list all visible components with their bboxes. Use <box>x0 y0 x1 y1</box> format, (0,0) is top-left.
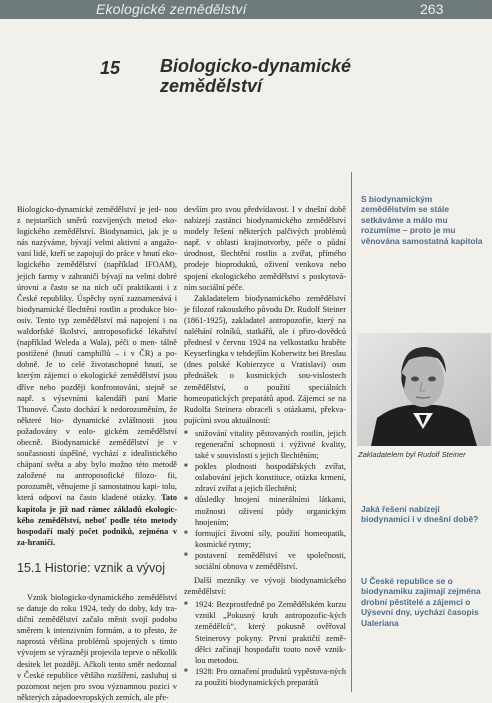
section-heading: 15.1 Historie: vznik a vývoj <box>17 561 165 575</box>
list-item: ■ pokles plodnosti hospodářských zvířat, oslabování jejich konstituce, otázka krmení, zdraví zvířat a jejich šlechtění; <box>184 461 346 494</box>
intro-column <box>17 204 177 548</box>
margin-note-2: Jaká řešení nabízejí biodynamici i v dnešní době? <box>361 504 479 525</box>
list-item: ■ důsledky hnojení minerálními látkami, možnosti oživení půdy organickým hnojením; <box>184 494 346 527</box>
list-item: ■ 1924: Bezprostředně po Zemědělském kurzu vznikl „Pokusný kruh antropozofic-kých zemědělců“, který pokusně ověřoval Steinerovy pokyny. První praktičtí země-dělci začínají hospodařit touto nově vznik-lou metodou. <box>184 599 346 666</box>
questions-list <box>184 428 346 572</box>
margin-note-1: S biodynamickým zemědělstvím se stále setkáváme a málo mu rozumíme – proto je mu věnována samostatná kapitola <box>361 194 483 246</box>
list-item: ■ 1928: Pro označení produktů vypěstova-ných za použití biodynamických preparátů <box>184 666 346 688</box>
intro-paragraph <box>17 204 177 548</box>
intro-bold-text: Tato kapitola je již nad rámec základů ekologic-kého zemědělství, neboť podle této metody hospodaří malý počet podniků, zejména v za-hraničí. <box>17 493 177 547</box>
page-number: 263 <box>420 1 444 17</box>
history-column <box>17 592 177 703</box>
running-header <box>0 0 492 19</box>
portrait-image <box>357 333 491 446</box>
chapter-title: Biologicko-dynamické zemědělství <box>160 56 352 96</box>
body-column-2 <box>184 204 346 691</box>
para-3: Další mezníky ve vývoji biodynamického zemědělství: <box>184 576 346 597</box>
para-2: Zakladatelem biodynamického zemědělství je filozof rakouského původu Dr. Rudolf Steiner (1861-1925), zakladatel antropozofie, který na naléhání rolníků, statkářů, ale i přiro-dovědců přednesl v červnu 1924 na velkostatku hraběte Keyserlingka v tehdejším Koberwitz bei Breslau (dnes polské Kobierzyce u Vratislavi) osm přednášek o kosmických sou-vislostech zemědělství, o použití speciálních homeopatických preparátů apod. Zájemci se na Rudolfa Steinera obraceli s otázkami, překva-pujícími svou aktuálností: <box>184 293 346 425</box>
intro-lines: Biologicko-dynamické zemědělství je jed- nou z nejstarších směrů rozvíjených metod eko- logického zemědělství. Biodynamici, jak je u nás nazýváme, bývají velmi aktivní a angažo- vaní lidé, kteří se zapojují do práce v hnutí eko- logického zemědělství (například IFOAM), jejich farmy v zahraničí bývají na velmi dobré úrovni a často se na nich učí praktikanti i z České republiky. Úspěchy nyní zaznamenává i biodynamické šlechtění rostlin a produkce bio- osiv. Tento typ zemědělství má napojení i na waldorfské školství, antroposofické lékařství (například Weleda a Wala), péči o men- tálně postižené (hnutí camphillů – i v ČR) a po- dobně. Je to celé životaschopné hnutí, se kterým zájemci o ekologické zemědělství jsou dříve nebo později konfrontováni, stejně se např. s výsevními kalendáři paní Marie Thunové. Často dochází k nedorozuměním, že některé bio- dynamické zvláštnosti jsou požadovány v eolo- gickém zemědělství obecně. Biodynamické zemědělství je v současnosti úspěšné, vychází z idealistického chápaní světa a aby bylo možno této metodě založené na antroposofické filozo- fii, porozumět, věnujeme jí samostatnou kapi- tolu, která odpoví na často kladené otázky. <box>17 205 177 503</box>
portrait-photo <box>357 333 491 446</box>
history-paragraph: Vznik biologicko-dynamického zemědělství se datuje do roku 1924, tedy do doby, kdy tra-diční zemědělství začalo měnit svojí podobu směrem k intenzivním formám, a to přesto, že naprostá většina problémů spojených s tímto vývojem se výrazněji projevila teprve o několik desítek let později. Ačkoli tento směr nedoznal v České republice většího rozšíření, zasluhuj si pozornost nejen pro svou významnou pozici v některých západoevropských zemích, ale pře- <box>17 593 177 702</box>
margin-note-3: U České republice se o biodynamiku zajímají zejména drobní pěstitelé a zájemci o Uýsevní dny, uychází časopis Ualeriana <box>361 576 481 628</box>
running-header-title: Ekologické zemědělství <box>96 1 247 17</box>
list-item: ■ postavení zemědělství ve společnosti, sociální obnova v zemědělství. <box>184 550 346 572</box>
milestones-list <box>184 599 346 688</box>
photo-caption: Zakladatelem byl Rudolf Steiner <box>358 450 466 459</box>
list-item: ■ snižování vitality pěstovaných rostlin, jejich regenerační schopnosti i výživné kvality, také v souvislosti s jejich šlechtěním; <box>184 428 346 461</box>
para-1: devším pro svou předvídavost. I v dnešní době nabízejí zastánci biodynamického zemědělství modely řešení některých palčivých problémů např. v oblasti krajinotvorby, péče o půdní úrodnost, šlechtění rostlin a zvířat, přímého prodeje bioproduktů, oživení venkova nebo spojení ekologického zemědělství s poskytová-ním sociální péče. <box>184 205 346 292</box>
column-divider <box>351 172 352 692</box>
list-item: ■ formující životní síly, použití homeopatik, kosmické rytmy; <box>184 528 346 550</box>
chapter-number: 15 <box>100 58 121 78</box>
